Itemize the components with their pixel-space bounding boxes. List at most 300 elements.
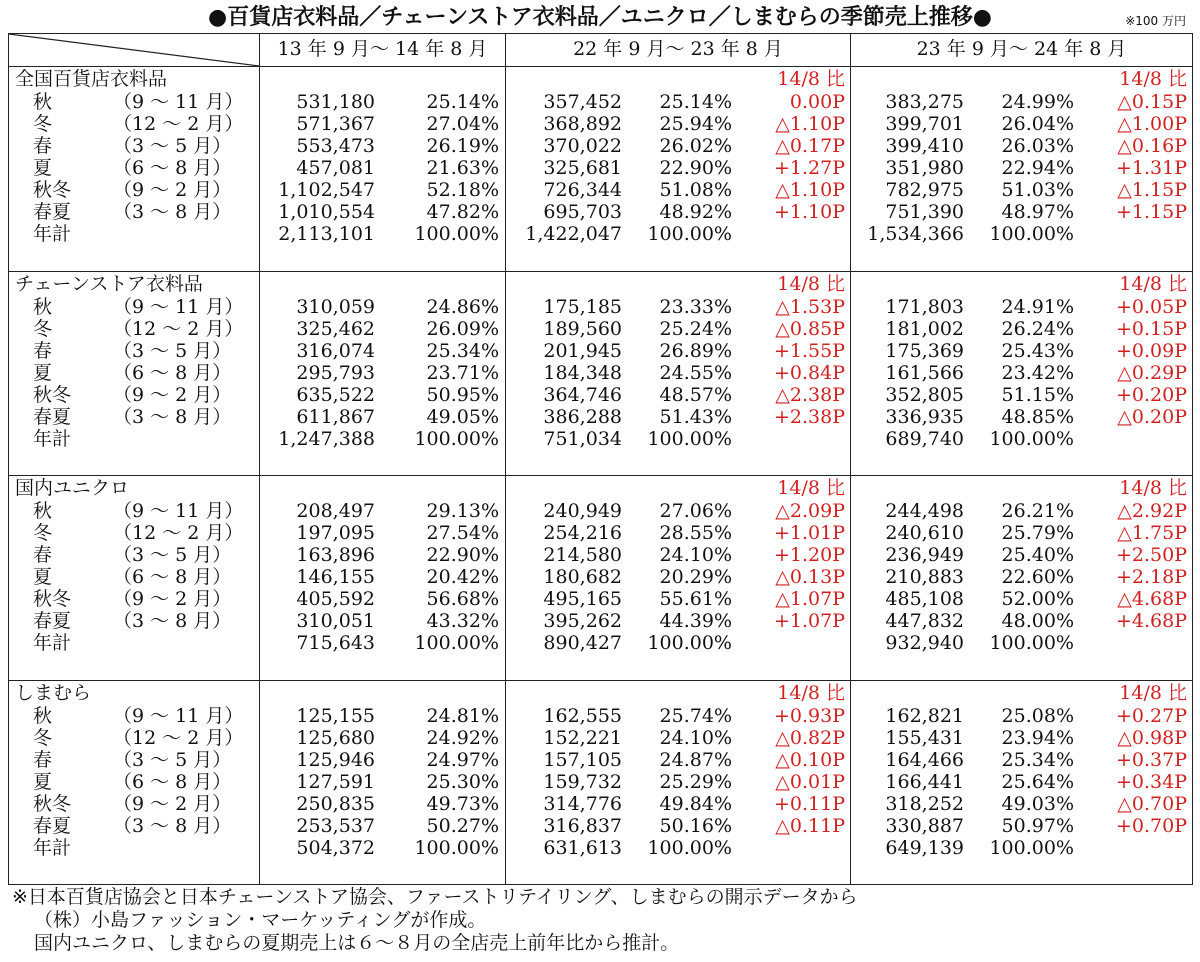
data-row [506,318,850,340]
data-row [506,588,850,610]
footnote-line: （株）小島ファッション・マーケッティングが作成。 [34,909,487,931]
group-block [9,271,1193,476]
diff-points: +1.10P [773,201,845,223]
share-percent: 100.00% [989,427,1074,450]
sales-value: 162,821 [885,704,964,727]
data-row [506,223,850,245]
sales-value: 751,034 [543,427,622,450]
season-name: 年計 [33,223,72,245]
share-percent: 100.00% [647,836,732,859]
share-percent: 24.55% [659,361,732,384]
sales-value: 125,155 [296,704,375,727]
comparison-caption: 14/8 比 [777,681,845,704]
diff-points: △0.82P [775,726,845,749]
share-percent: 24.97% [426,748,499,771]
sales-value: 250,835 [296,792,375,815]
share-percent: 24.86% [426,295,499,318]
sales-value: 310,051 [296,610,375,632]
share-percent: 26.89% [659,339,732,362]
title-bar [0,2,1200,34]
sales-value: 318,252 [885,792,964,815]
data-row [851,179,1192,201]
share-percent: 22.90% [426,544,499,566]
season-name: 春 [33,544,53,566]
sales-value: 240,949 [543,500,622,522]
diff-points: △1.00P [1117,113,1187,135]
row-label [9,727,259,749]
share-percent: 47.82% [426,201,499,223]
share-percent: 49.03% [1001,792,1074,815]
caption-spacer [260,272,505,296]
share-percent: 48.92% [659,201,732,223]
sales-value: 184,348 [543,361,622,384]
group-label-cell [9,271,260,476]
sales-value: 189,560 [543,317,622,340]
comparison-caption: 14/8 比 [1119,272,1187,295]
sales-value: 175,185 [543,295,622,318]
diff-points: +0.05P [1115,295,1187,318]
share-percent: 26.19% [426,135,499,157]
share-percent: 51.15% [1001,383,1074,406]
sales-value: 495,165 [543,588,622,610]
diff-points: △1.10P [775,113,845,135]
diff-points: +4.68P [1115,610,1187,632]
share-percent: 25.64% [1001,770,1074,793]
diff-points: △0.11P [775,814,845,837]
row-label [9,179,259,201]
share-percent: 24.10% [659,726,732,749]
sales-value: 175,369 [885,339,964,362]
season-range: （3 ～ 8 月） [113,814,232,837]
share-percent: 100.00% [414,427,499,450]
diff-points: △0.10P [775,748,845,771]
season-range: （9 ～ 11 月） [113,704,244,727]
data-row [260,406,505,428]
share-percent: 51.08% [659,179,732,201]
share-percent: 25.14% [659,91,732,113]
sales-value: 127,591 [296,770,375,793]
data-row [851,522,1192,544]
diff-points: △0.85P [775,317,845,340]
period-c-cell [851,67,1193,272]
sales-value: 166,441 [885,770,964,793]
share-percent: 24.99% [1001,91,1074,113]
row-label [9,544,259,566]
sales-value: 1,422,047 [525,223,622,245]
sales-value: 181,002 [885,317,964,340]
share-percent: 27.04% [426,113,499,135]
diff-points: +0.84P [773,361,845,384]
season-range: （9 ～ 11 月） [113,500,244,522]
share-percent: 100.00% [989,223,1074,245]
period-c-cell [851,476,1193,681]
sales-value: 325,681 [543,157,622,179]
share-percent: 25.24% [659,317,732,340]
sales-value: 336,935 [885,405,964,428]
sales-value: 325,462 [296,317,375,340]
sales-value: 163,896 [296,544,375,566]
season-name: 秋冬 [33,588,72,610]
diff-points: +0.93P [773,704,845,727]
period-a-cell [260,271,506,476]
season-range: （9 ～ 11 月） [113,91,244,113]
diff-points: △1.15P [1117,179,1187,201]
share-percent: 100.00% [989,632,1074,654]
share-percent: 100.00% [989,836,1074,859]
season-range: （3 ～ 8 月） [113,610,232,632]
season-name: 夏 [33,157,53,179]
data-row [506,632,850,654]
season-name: 冬 [33,317,53,340]
data-row [851,705,1192,727]
data-row [260,544,505,566]
data-row [260,500,505,522]
season-name: 春夏 [33,814,72,837]
sales-value: 689,740 [885,427,964,450]
diff-points: △0.01P [775,770,845,793]
data-row [506,610,850,632]
diff-points: △2.92P [1117,500,1187,522]
diff-points: +0.11P [773,792,845,815]
share-percent: 25.94% [659,113,732,135]
row-label [9,705,259,727]
data-row [260,566,505,588]
sales-value: 236,949 [885,544,964,566]
share-percent: 24.10% [659,544,732,566]
season-range: （9 ～ 2 月） [113,179,232,201]
sales-value: 314,776 [543,792,622,815]
season-name: 冬 [33,113,53,135]
share-percent: 43.32% [426,610,499,632]
sales-value: 254,216 [543,522,622,544]
data-row [851,793,1192,815]
share-percent: 26.24% [1001,317,1074,340]
diff-points: △0.29P [1117,361,1187,384]
row-label [9,588,259,610]
sales-value: 197,095 [296,522,375,544]
data-row [260,522,505,544]
diff-points: +2.50P [1115,544,1187,566]
season-range: （3 ～ 5 月） [113,339,232,362]
share-percent: 50.27% [426,814,499,837]
sales-value: 383,275 [885,91,964,113]
row-label [9,406,259,428]
diff-points: △1.75P [1117,522,1187,544]
data-row [851,113,1192,135]
season-name: 年計 [33,427,72,450]
group-label-cell [9,67,260,272]
sales-value: 155,431 [885,726,964,749]
data-row [260,837,505,859]
diff-points: △2.09P [775,500,845,522]
diff-points: △0.17P [775,135,845,157]
data-row [506,544,850,566]
row-label [9,157,259,179]
diff-points: △0.13P [775,566,845,588]
period-b-cell [506,476,851,681]
diff-points: △0.15P [1117,91,1187,113]
sales-value: 726,344 [543,179,622,201]
data-row [260,632,505,654]
data-row [260,384,505,406]
group-name: 全国百貨店衣料品 [15,68,168,90]
season-name: 秋冬 [33,179,72,201]
row-label [9,223,259,245]
sales-value: 1,247,388 [278,427,375,450]
season-range: （6 ～ 8 月） [113,566,232,588]
sales-value: 611,867 [296,405,375,428]
share-percent: 24.92% [426,726,499,749]
share-percent: 51.43% [659,405,732,428]
sales-value: 1,102,547 [278,179,375,201]
share-percent: 25.08% [1001,704,1074,727]
share-percent: 26.04% [1001,113,1074,135]
group-name: しまむら [15,681,92,704]
data-row [260,815,505,837]
row-label [9,632,259,654]
diff-points: +2.18P [1115,566,1187,588]
sales-value: 240,610 [885,522,964,544]
data-row [260,113,505,135]
share-percent: 28.55% [659,522,732,544]
diff-points: +0.27P [1115,704,1187,727]
diff-points: +1.31P [1115,157,1187,179]
sales-value: 330,887 [885,814,964,837]
share-percent: 100.00% [647,427,732,450]
data-row [506,296,850,318]
season-name: 春 [33,135,53,157]
diff-points: +1.01P [773,522,845,544]
sales-value: 553,473 [296,135,375,157]
data-row [506,500,850,522]
row-label [9,793,259,815]
row-label [9,610,259,632]
data-row [851,588,1192,610]
diff-points: △1.53P [775,295,845,318]
group-name: 国内ユニクロ [15,477,130,499]
diff-points: △0.16P [1117,135,1187,157]
row-label [9,522,259,544]
data-row [851,610,1192,632]
data-row [506,91,850,113]
sales-value: 635,522 [296,383,375,406]
comparison-caption: 14/8 比 [777,272,845,295]
row-label [9,201,259,223]
footnote-line: 国内ユニクロ、しまむらの夏期売上は６～８月の全店売上前年比から推計。 [34,932,680,954]
diff-points: +0.37P [1115,748,1187,771]
sales-value: 210,883 [885,566,964,588]
data-row [851,91,1192,113]
share-percent: 22.60% [1001,566,1074,588]
data-row [506,705,850,727]
sales-value: 364,746 [543,383,622,406]
data-row [260,610,505,632]
sales-value: 157,105 [543,748,622,771]
share-percent: 25.74% [659,704,732,727]
data-row [851,500,1192,522]
diff-points: △1.07P [775,588,845,610]
row-label [9,500,259,522]
share-percent: 24.91% [1001,295,1074,318]
share-percent: 52.00% [1001,588,1074,610]
group-block [9,67,1193,272]
sales-value: 152,221 [543,726,622,749]
data-row [851,837,1192,859]
data-row [506,727,850,749]
season-name: 春夏 [33,405,72,428]
data-row [851,566,1192,588]
share-percent: 26.02% [659,135,732,157]
sales-value: 244,498 [885,500,964,522]
sales-value: 146,155 [296,566,375,588]
data-row [506,113,850,135]
season-name: 秋冬 [33,792,72,815]
data-row [506,837,850,859]
data-row [506,201,850,223]
share-percent: 52.18% [426,179,499,201]
sales-value: 457,081 [296,157,375,179]
data-row [851,815,1192,837]
sales-value: 751,390 [885,201,964,223]
sales-value: 890,427 [543,632,622,654]
share-percent: 23.42% [1001,361,1074,384]
group-block [9,680,1193,885]
group-label-cell [9,680,260,885]
season-range: （3 ～ 5 月） [113,748,232,771]
sales-value: 316,074 [296,339,375,362]
season-range: （3 ～ 5 月） [113,135,232,157]
row-label [9,318,259,340]
share-percent: 25.40% [1001,544,1074,566]
share-percent: 23.94% [1001,726,1074,749]
data-row [260,91,505,113]
sales-value: 208,497 [296,500,375,522]
season-range: （6 ～ 8 月） [113,361,232,384]
sales-value: 201,945 [543,339,622,362]
share-percent: 27.54% [426,522,499,544]
share-percent: 26.03% [1001,135,1074,157]
sales-value: 368,892 [543,113,622,135]
data-row [851,201,1192,223]
data-row [260,296,505,318]
sales-value: 162,555 [543,704,622,727]
sales-value: 531,180 [296,91,375,113]
share-percent: 26.21% [1001,500,1074,522]
diff-points: 0.00P [789,91,845,113]
share-percent: 49.84% [659,792,732,815]
sales-value: 1,010,554 [278,201,375,223]
data-row [851,428,1192,450]
row-label [9,815,259,837]
header-period-a: 13 年 9 月～ 14 年 8 月 [260,34,506,67]
data-row [851,135,1192,157]
data-row [851,544,1192,566]
sales-value: 631,613 [543,836,622,859]
data-row [260,749,505,771]
share-percent: 25.14% [426,91,499,113]
sales-value: 171,803 [885,295,964,318]
row-label [9,566,259,588]
season-name: 秋冬 [33,383,72,406]
period-c-cell [851,271,1193,476]
row-label [9,113,259,135]
data-row [506,340,850,362]
data-row [260,318,505,340]
row-label [9,340,259,362]
share-percent: 100.00% [414,632,499,654]
sales-value: 370,022 [543,135,622,157]
season-name: 夏 [33,770,53,793]
row-label [9,837,259,859]
share-percent: 50.97% [1001,814,1074,837]
share-percent: 25.43% [1001,339,1074,362]
header-period-c: 23 年 9 月～ 24 年 8 月 [851,34,1193,67]
season-range: （3 ～ 5 月） [113,544,232,566]
sales-value: 2,113,101 [278,223,375,245]
data-row [851,340,1192,362]
row-label [9,749,259,771]
season-name: 春夏 [33,201,72,223]
data-row [506,793,850,815]
season-range: （12 ～ 2 月） [113,113,244,135]
unit-note: ※100 万円 [1125,14,1186,28]
period-b-cell [506,67,851,272]
share-percent: 22.90% [659,157,732,179]
sales-value: 386,288 [543,405,622,428]
season-range: （6 ～ 8 月） [113,157,232,179]
sales-value: 695,703 [543,201,622,223]
header-period-b: 22 年 9 月～ 23 年 8 月 [506,34,851,67]
share-percent: 29.13% [426,500,499,522]
data-row [851,406,1192,428]
share-percent: 48.85% [1001,405,1074,428]
data-row [260,727,505,749]
season-name: 秋 [33,91,53,113]
season-name: 秋 [33,500,53,522]
group-label-cell [9,476,260,681]
sales-value: 125,946 [296,748,375,771]
share-percent: 20.42% [426,566,499,588]
season-name: 秋 [33,704,53,727]
comparison-caption: 14/8 比 [777,477,845,499]
data-row [260,588,505,610]
diff-points: +1.27P [773,157,845,179]
sales-value: 180,682 [543,566,622,588]
diff-points: △4.68P [1117,588,1187,610]
season-name: 年計 [33,836,72,859]
data-row [506,384,850,406]
sales-value: 1,534,366 [867,223,964,245]
caption-spacer [260,681,505,705]
sales-value: 253,537 [296,814,375,837]
share-percent: 21.63% [426,157,499,179]
data-row [851,632,1192,654]
sales-table [8,33,1193,885]
data-row [506,522,850,544]
caption-spacer [260,476,505,500]
sales-value: 395,262 [543,610,622,632]
row-label [9,362,259,384]
data-row [260,223,505,245]
share-percent: 23.71% [426,361,499,384]
period-a-cell [260,67,506,272]
season-range: （9 ～ 2 月） [113,588,232,610]
data-row [260,362,505,384]
period-c-cell [851,680,1193,885]
data-row [506,135,850,157]
share-percent: 50.16% [659,814,732,837]
data-row [851,296,1192,318]
